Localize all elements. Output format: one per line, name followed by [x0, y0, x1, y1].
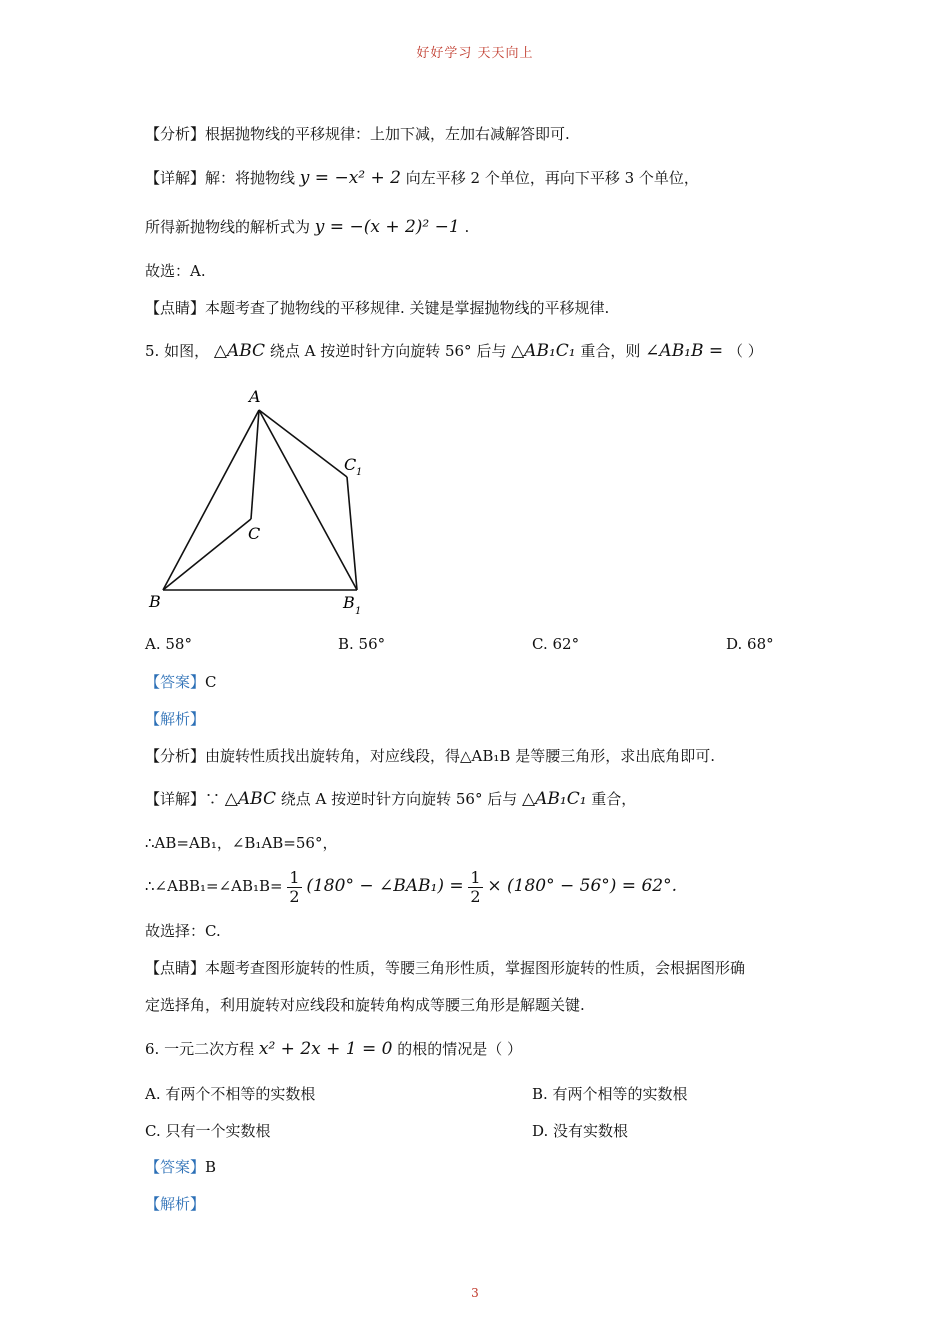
- label-c: C: [248, 524, 261, 543]
- q5-step2-post: × (180° − 56°) = 62°.: [487, 876, 677, 896]
- page-number: 3: [471, 1286, 479, 1300]
- q5-stem-triangle-abc: △ABC: [213, 341, 266, 361]
- q6-answer-tag: 【答案】: [145, 1158, 206, 1176]
- q4-analysis: 【分析】根据抛物线的平移规律：上加下减，左加右减解答即可.: [145, 125, 570, 143]
- q6-answer-value: B: [205, 1158, 217, 1176]
- q6-stem: [145, 1039, 522, 1059]
- q6-stem-pre: 6. 一元二次方程: [145, 1040, 255, 1058]
- fraction-numerator: 1: [470, 867, 481, 887]
- q5-stem-triangle-ab1c1: △AB₁C₁: [511, 341, 576, 361]
- q5-detail-pre: 【详解】∵: [145, 790, 221, 808]
- q5-analysis: 【分析】由旋转性质找出旋转角，对应线段，得△AB₁B 是等腰三角形，求出底角即可.: [145, 747, 715, 765]
- q4-detail: [145, 168, 699, 188]
- fraction-denominator: 2: [470, 886, 481, 906]
- segment-ab1: [259, 410, 357, 590]
- q4-detail-equation: y = −x² + 2: [299, 168, 401, 188]
- q5-answer-value: C: [205, 673, 217, 691]
- segment-ab: [163, 410, 259, 590]
- q5-stem-number: 5. 如图，: [145, 342, 210, 360]
- q5-stem-angle: ∠AB₁B =: [645, 341, 724, 361]
- q5-choice: 故选择：C.: [145, 922, 221, 940]
- q4-detail-pre: 【详解】解：将抛物线: [145, 169, 296, 187]
- q6-stem-equation: x² + 2x + 1 = 0: [258, 1039, 393, 1059]
- q6-stem-post: 的根的情况是（ ）: [397, 1040, 523, 1058]
- q5-comment-line2: 定选择角，利用旋转对应线段和旋转角构成等腰三角形是解题关键.: [145, 996, 585, 1014]
- q5-stem-rotation: 绕点 A 按逆时针方向旋转 56° 后与: [269, 342, 507, 360]
- q5-stem-coincide: 重合，则: [580, 342, 641, 360]
- q5-answer-tag: 【答案】: [145, 673, 206, 691]
- q6-answer: [145, 1157, 216, 1177]
- label-b1: B: [343, 593, 355, 612]
- q5-detail-post: 重合，: [591, 790, 637, 808]
- q5-stem: [145, 341, 763, 361]
- q6-option-d: D. 没有实数根: [532, 1122, 629, 1140]
- label-c1-sub: 1: [356, 467, 363, 478]
- q4-result-equation: y = −(x + 2)² −1: [314, 217, 460, 237]
- q5-option-a: A. 58°: [145, 635, 192, 653]
- q5-option-d: D. 68°: [726, 635, 774, 653]
- q5-step1: ∴AB=AB₁，∠B₁AB=56°，: [145, 834, 338, 852]
- q5-answer: [145, 672, 217, 692]
- label-c1: C: [344, 455, 357, 474]
- q5-option-b: B. 56°: [338, 635, 386, 653]
- q5-step2: [145, 868, 677, 906]
- q5-stem-paren: （ ）: [727, 342, 763, 360]
- label-b: B: [149, 592, 161, 611]
- q6-option-b: B. 有两个相等的实数根: [532, 1085, 688, 1103]
- q4-result-pre: 所得新抛物线的解析式为: [145, 218, 311, 236]
- fraction-numerator: 1: [289, 867, 300, 887]
- q5-step2-fraction-2: [468, 869, 482, 906]
- q5-step2-fraction-1: [287, 869, 301, 906]
- q5-figure: [145, 382, 385, 622]
- page-header: 好好学习 天天向上: [416, 46, 534, 61]
- q5-step2-mid: (180° − ∠BAB₁) =: [306, 876, 464, 896]
- q5-comment-line1: 【点睛】本题考查图形旋转的性质，等腰三角形性质，掌握图形旋转的性质，会根据图形确: [145, 959, 746, 977]
- q6-jiexi: 【解析】: [145, 1195, 206, 1213]
- label-b1-sub: 1: [355, 606, 362, 617]
- segment-bc: [163, 519, 251, 590]
- q5-jiexi: 【解析】: [145, 710, 206, 728]
- q5-detail-triangle-ab1c1: △AB₁C₁: [522, 789, 587, 809]
- q4-result-post: .: [464, 218, 470, 236]
- q5-step2-pre: ∴∠ABB₁=∠AB₁B=: [145, 877, 283, 895]
- q6-option-c: C. 只有一个实数根: [145, 1122, 271, 1140]
- q4-result: [145, 217, 469, 237]
- q6-option-a: A. 有两个不相等的实数根: [145, 1085, 316, 1103]
- segment-ac1: [259, 410, 347, 477]
- q5-option-c: C. 62°: [532, 635, 580, 653]
- q4-choice: 故选：A.: [145, 262, 206, 280]
- fraction-denominator: 2: [289, 886, 300, 906]
- q5-detail-mid: 绕点 A 按逆时针方向旋转 56° 后与: [280, 790, 518, 808]
- label-a: A: [249, 387, 261, 406]
- q5-detail: [145, 789, 636, 809]
- q4-detail-post: 向左平移 2 个单位，再向下平移 3 个单位，: [405, 169, 699, 187]
- q5-detail-triangle-abc: △ABC: [224, 789, 276, 809]
- q4-comment: 【点睛】本题考查了抛物线的平移规律. 关键是掌握抛物线的平移规律.: [145, 299, 610, 317]
- segment-ac: [251, 410, 259, 519]
